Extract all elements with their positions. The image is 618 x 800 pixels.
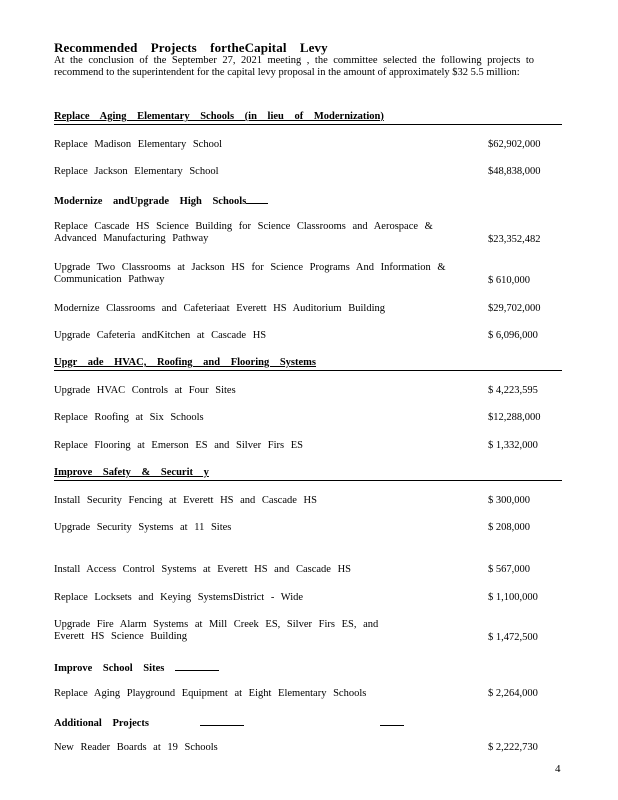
- item-description: Replace Jackson Elementary School: [54, 166, 219, 177]
- section-header-modernize-high-schools: [54, 193, 562, 208]
- item-description: Upgrade HVAC Controls at Four Sites: [54, 385, 236, 396]
- item-description: Upgrade Cafeteria andKitchen at Cascade HS: [54, 330, 267, 341]
- section-header-label: Modernize andUpgrade High Schools: [54, 196, 247, 207]
- item-amount: $ 1,472,500: [488, 632, 538, 643]
- item-description: Replace Madison Elementary School: [54, 139, 222, 150]
- section-header-label: Improve School Sites: [54, 663, 165, 674]
- page-number: 4: [555, 763, 561, 775]
- section-header-label: Additional Projects: [54, 718, 150, 729]
- underline-blank: [380, 715, 404, 726]
- intro-paragraph: At the conclusion of the September 27, 2021 meeting , the committee selected the following projects to recommend to the superintendent for the capital levy proposal in the amount of approximately $32 5.5 million:: [54, 55, 534, 78]
- item-description: Upgrade Security Systems at 11 Sites: [54, 522, 232, 533]
- item-description: Replace Cascade HS Science Building for Science Classrooms and Aerospace & Advanced Manufacturing Pathway: [54, 221, 433, 244]
- item-description: Replace Locksets and Keying SystemsDistrict - Wide: [54, 592, 304, 603]
- item-description: Install Security Fencing at Everett HS and Cascade HS: [54, 495, 317, 506]
- item-amount: $ 208,000: [488, 522, 530, 533]
- item-description: Upgrade Two Classrooms at Jackson HS for Science Programs And Information & Communication Pathway: [54, 262, 446, 285]
- document-title: Recommended Projects fortheCapital Levy: [54, 40, 328, 55]
- item-amount: $ 1,100,000: [488, 592, 538, 603]
- section-header-hvac-roofing: Upgr ade HVAC, Roofing and Flooring Systems: [54, 357, 562, 371]
- section-header-safety-security: Improve Safety & Securit y: [54, 467, 562, 481]
- underline-blank: [175, 660, 219, 671]
- underline-blank: [246, 193, 268, 204]
- item-amount: $ 4,223,595: [488, 385, 538, 396]
- item-amount: $ 6,096,000: [488, 330, 538, 341]
- section-header-additional-projects: [54, 715, 562, 730]
- item-amount: $ 2,222,730: [488, 742, 538, 753]
- item-amount: $ 1,332,000: [488, 440, 538, 451]
- item-amount: $ 610,000: [488, 275, 530, 286]
- item-description: Replace Aging Playground Equipment at Eight Elementary Schools: [54, 688, 367, 699]
- item-amount: $23,352,482: [488, 234, 541, 245]
- underline-blank: [200, 715, 244, 726]
- item-description: New Reader Boards at 19 Schools: [54, 742, 218, 753]
- item-amount: $ 300,000: [488, 495, 530, 506]
- item-description: Replace Roofing at Six Schools: [54, 412, 204, 423]
- item-description: Upgrade Fire Alarm Systems at Mill Creek ES, Silver Firs ES, and Everett HS Science Building: [54, 619, 379, 642]
- item-description: Install Access Control Systems at Everett HS and Cascade HS: [54, 564, 351, 575]
- item-amount: $ 2,264,000: [488, 688, 538, 699]
- item-description: Modernize Classrooms and Cafeteriaat Everett HS Auditorium Building: [54, 303, 385, 314]
- section-header-replace-elementary: Replace Aging Elementary Schools (in lieu of Modernization): [54, 111, 562, 125]
- item-amount: $48,838,000: [488, 166, 541, 177]
- item-amount: $29,702,000: [488, 303, 541, 314]
- item-amount: $12,288,000: [488, 412, 541, 423]
- item-amount: $62,902,000: [488, 139, 541, 150]
- item-amount: $ 567,000: [488, 564, 530, 575]
- item-description: Replace Flooring at Emerson ES and Silver Firs ES: [54, 440, 303, 451]
- section-header-school-sites: [54, 660, 562, 675]
